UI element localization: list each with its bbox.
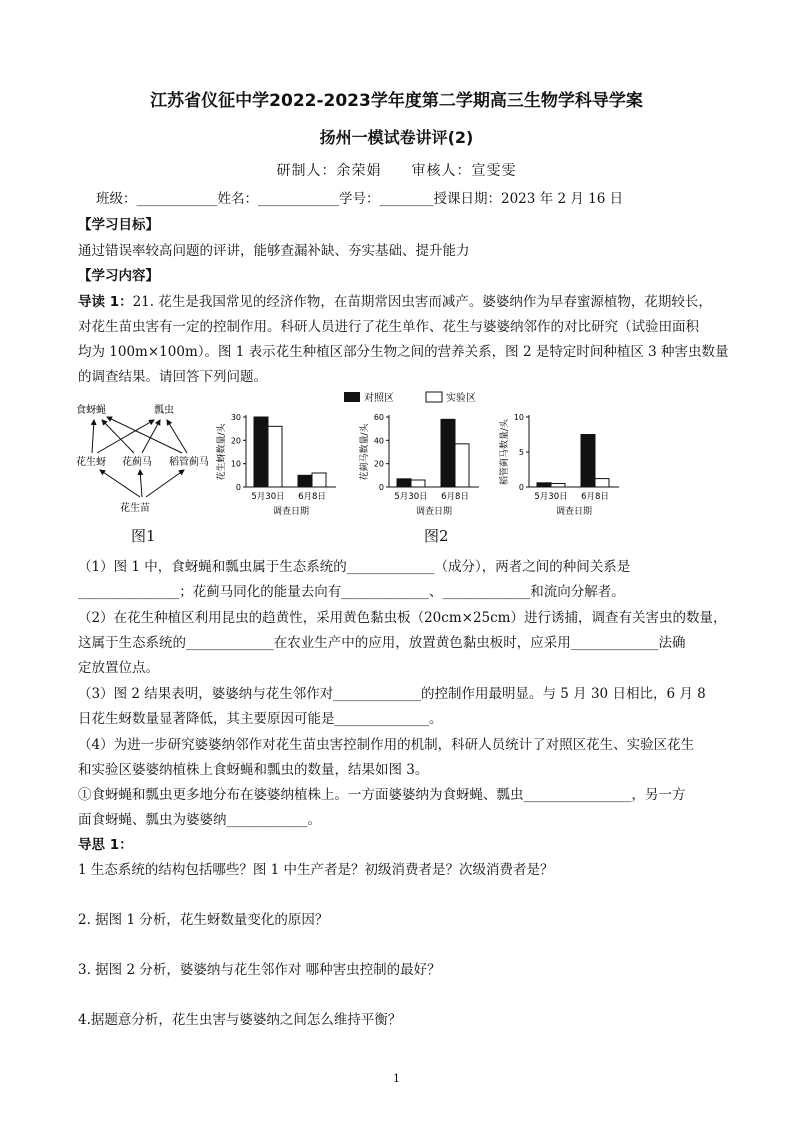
goal-text: 通过错误率较高问题的评讲，能够查漏补缺、夯实基础、提升能力	[78, 243, 470, 259]
guide-item-4: 4.据题意分析，花生虫害与婆婆纳之间怎么维持平衡？	[78, 1012, 402, 1028]
x-axis-label: 调查日期	[272, 507, 310, 517]
legend-swatch-experiment	[426, 392, 442, 402]
node-rice-thrips: 稻管蓟马	[169, 457, 209, 468]
student-info-line: 班级：____________姓名：____________学号：________授课日期：2023 年 2 月 16 日	[96, 191, 624, 207]
x-tick-label: 5月30日	[251, 492, 285, 502]
legend-swatch-control	[344, 392, 360, 402]
bar-control	[581, 435, 595, 488]
chart-rice-thrips	[495, 405, 635, 523]
arrow-aphid-ladybird	[97, 420, 154, 453]
question-line-11: 面食蚜蝇、瓢虫为婆婆纳____________。	[78, 812, 321, 828]
y-tick-label: 0	[378, 483, 384, 492]
intro-text-1: 21. 花生是我国常见的经济作物，在苗期常因虫害而减产。婆婆纳作为早春蜜源植物，花期较长，	[132, 294, 712, 310]
guide-item-2: 2. 据图 1 分析，花生蚜数量变化的原因？	[78, 912, 329, 928]
arrow-seedling-ricethrips	[146, 470, 184, 497]
guide-item-1: 1 生态系统的结构包括哪些？图 1 中生产者是？初级消费者是？次级消费者是？	[78, 862, 554, 878]
bar-experiment	[312, 473, 326, 487]
chart-aphid	[212, 405, 352, 523]
bar-control	[441, 419, 455, 487]
intro-line-3: 均为 100m×100m）。图 1 表示花生种植区部分生物之间的营养关系，图 2 是特定时间种植区 3 种害虫数量	[78, 344, 729, 360]
chart-flower-thrips	[355, 405, 495, 523]
y-tick-label: 30	[230, 413, 241, 422]
guide-heading: 导思 1：	[78, 837, 133, 853]
intro-prefix: 导读 1：	[78, 294, 133, 310]
intro-line-1	[78, 290, 712, 310]
arrow-thrips-hoverfly	[102, 420, 134, 453]
question-line-5: 定放置位点。	[78, 660, 159, 676]
y-tick-label: 5	[518, 448, 524, 457]
y-tick-label: 20	[373, 459, 384, 469]
arrow-seedling-aphid	[100, 470, 140, 497]
node-aphid: 花生蚜	[76, 457, 106, 468]
question-line-2: _______________；花蓟马同化的能量去向有_____________、_____________和流向分解者。	[78, 584, 625, 600]
bar-control	[397, 479, 411, 487]
x-tick-label: 5月30日	[394, 492, 428, 502]
y-tick-label: 10	[230, 459, 241, 469]
y-tick-label: 0	[518, 483, 524, 492]
y-axis-label: 花生蚜数量/头	[217, 423, 227, 481]
node-peanut-seedling: 花生苗	[120, 503, 150, 514]
content-heading: 【学习内容】	[78, 268, 159, 284]
y-tick-label: 20	[230, 436, 241, 446]
food-web-diagram	[72, 395, 222, 525]
x-tick-label: 6月8日	[298, 492, 326, 502]
document-title: 江苏省仪征中学2022-2023学年度第二学期高三生物学科导学案	[150, 91, 643, 111]
question-line-1: （1）图 1 中，食蚜蝇和瓢虫属于生态系统的_____________（成分），两者之间的种间关系是	[78, 559, 631, 575]
y-axis-label: 花蓟马数量/头	[360, 423, 370, 481]
bar-control	[537, 483, 551, 487]
guide-item-3: 3. 据图 2 分析，婆婆纳与花生邻作对 哪种害虫控制的最好？	[78, 962, 441, 978]
intro-line-4: 的调查结果。请回答下列问题。	[78, 369, 267, 385]
question-line-4: 这属于生态系统的_____________在农业生产中的应用，放置黄色黏虫板时，应采用_____________法确	[78, 635, 686, 651]
authors-line: 研制人：余荣娟 审核人：宣雯雯	[276, 163, 517, 179]
y-tick-label: 0	[235, 483, 241, 492]
x-tick-label: 5月30日	[534, 492, 568, 502]
y-tick-label: 40	[373, 436, 384, 446]
figure2-legend	[340, 388, 520, 406]
figure1-caption: 图1	[131, 527, 156, 545]
y-tick-label: 60	[373, 413, 384, 422]
bar-experiment	[551, 484, 565, 488]
intro-line-2: 对花生苗虫害有一定的控制作用。科研人员进行了花生单作、花生与婆婆纳邻作的对比研究（试验田面积	[78, 319, 699, 335]
x-axis-label: 调查日期	[415, 507, 453, 517]
question-line-3: （2）在花生种植区利用昆虫的趋黄性，采用黄色黏虫板（20cm×25cm）进行诱捕，调查有关害虫的数量，	[78, 610, 727, 626]
node-hoverfly: 食蚜蝇	[76, 405, 106, 416]
question-line-9: 和实验区婆婆纳植株上食蚜蝇和瓢虫的数量，结果如图 3。	[78, 762, 429, 778]
node-flower-thrips: 花蓟马	[122, 457, 152, 468]
goal-heading: 【学习目标】	[78, 217, 159, 233]
legend-label-control: 对照区	[364, 393, 394, 404]
x-tick-label: 6月8日	[581, 492, 609, 502]
node-ladybird: 瓢虫	[154, 405, 174, 416]
arrow-ricethrips-ladybird	[167, 420, 187, 453]
bar-experiment	[411, 480, 425, 487]
question-line-7: 日花生蚜数量显著降低，其主要原因可能是______________。	[78, 711, 443, 727]
figure2-caption: 图2	[424, 527, 449, 545]
page-number: 1	[393, 1072, 400, 1085]
arrow-aphid-hoverfly	[92, 420, 94, 453]
x-tick-label: 6月8日	[441, 492, 469, 502]
y-tick-label: 10	[513, 413, 524, 422]
x-axis-label: 调查日期	[555, 507, 593, 517]
bar-control	[298, 475, 312, 487]
bar-control	[254, 417, 268, 487]
bar-experiment	[268, 426, 282, 487]
bar-experiment	[455, 444, 469, 487]
question-line-8: （4）为进一步研究婆婆纳邻作对花生苗虫害控制作用的机制，科研人员统计了对照区花生、实验区花生	[78, 737, 695, 753]
document-subtitle: 扬州一模试卷讲评(2)	[319, 128, 474, 147]
arrow-seedling-thrips	[140, 470, 142, 497]
question-line-10: ①食蚜蝇和瓢虫更多地分布在婆婆纳植株上。一方面婆婆纳为食蚜蝇、瓢虫________________，另一方	[78, 787, 686, 803]
question-line-6: （3）图 2 结果表明，婆婆纳与花生邻作对_____________的控制作用最明显。与 5 月 30 日相比，6 月 8	[78, 686, 706, 702]
bar-experiment	[595, 479, 609, 487]
y-axis-label: 稻管蓟马数量/头	[500, 418, 510, 486]
legend-label-experiment: 实验区	[446, 393, 476, 404]
